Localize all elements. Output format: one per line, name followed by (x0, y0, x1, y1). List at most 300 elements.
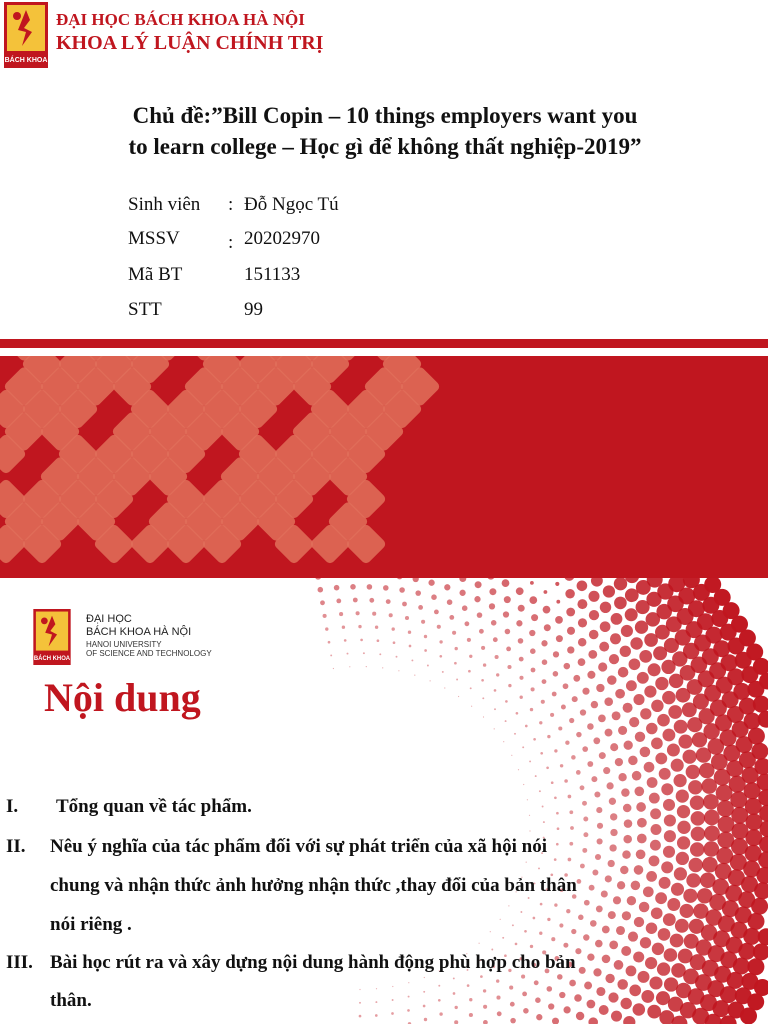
decorative-dot (590, 920, 597, 927)
decorative-dot (557, 827, 560, 830)
decorative-dot (650, 808, 661, 819)
decorative-dot (516, 620, 522, 626)
decorative-dot (635, 732, 645, 742)
decorative-dot (551, 937, 555, 941)
decorative-dot (559, 923, 563, 927)
decorative-dot (382, 667, 383, 668)
decorative-dot (334, 585, 340, 591)
decorative-dot (614, 597, 627, 610)
decorative-dot (359, 1002, 361, 1004)
decorative-dot (491, 620, 497, 626)
info-value: Đỗ Ngọc Tú (244, 194, 339, 215)
decorative-dot (595, 940, 603, 948)
decorative-dot (398, 670, 399, 671)
decorative-dot (483, 989, 486, 992)
info-value: 151133 (244, 264, 301, 285)
decorative-dot (454, 1020, 458, 1024)
decorative-dot (629, 985, 641, 997)
decorative-dot (588, 1017, 598, 1024)
decorative-dot (455, 1006, 458, 1009)
decorative-dot (663, 799, 675, 811)
decorative-dot (674, 774, 687, 787)
decorative-dot (615, 758, 623, 766)
decorative-dot (555, 616, 563, 624)
decorative-dot (636, 849, 646, 859)
decorative-dot (424, 977, 425, 978)
decorative-dot (577, 599, 587, 609)
decorative-dot (587, 723, 594, 730)
decorative-dot (618, 773, 626, 781)
decorative-dot (603, 767, 610, 774)
decorative-dot (578, 658, 586, 666)
decorative-dot (614, 578, 627, 590)
faculty-name: KHOA LÝ LUẬN CHÍNH TRỊ (56, 32, 324, 54)
decorative-dot (659, 768, 671, 780)
decorative-dot (325, 627, 328, 630)
decorative-dot (409, 645, 412, 648)
decorative-dot (438, 999, 441, 1002)
decorative-dot (621, 788, 629, 796)
decorative-dot (483, 716, 484, 717)
decorative-dot (559, 992, 565, 998)
item-line: chung và nhận thức ảnh hưởng nhận thức ,thay đổi của bản thân (50, 875, 577, 896)
decorative-dot (350, 584, 356, 590)
decorative-dot (623, 703, 633, 713)
uni-text-line-2: BÁCH KHOA HÀ NỘI (86, 626, 192, 638)
decorative-dot (622, 850, 631, 859)
decorative-dot (464, 621, 469, 626)
decorative-dot (591, 776, 597, 782)
decorative-dot (591, 578, 603, 587)
decorative-dot (525, 725, 528, 728)
decorative-dot (743, 928, 760, 945)
logo-caption: BÁCH KHOA (33, 655, 71, 662)
decorative-dot (519, 657, 524, 662)
decorative-dot (623, 835, 632, 844)
decorative-dot (444, 584, 450, 590)
decorative-dot (514, 733, 516, 735)
decorative-dot (356, 611, 360, 615)
decorative-dot (641, 990, 654, 1003)
decorative-dot (574, 994, 582, 1002)
decorative-dot (569, 810, 573, 814)
decorative-dot (571, 929, 576, 934)
decorative-dot (634, 917, 644, 927)
decorative-dot (530, 648, 536, 654)
decorative-dot (580, 864, 585, 869)
decorative-dot (375, 626, 378, 629)
decorative-dot (353, 598, 358, 603)
decorative-dot (579, 967, 586, 974)
uni-text-line-4: OF SCIENCE AND TECHNOLOGY (86, 649, 212, 658)
decorative-dot (576, 732, 581, 737)
decorative-dot (668, 705, 682, 719)
decorative-dot (634, 786, 644, 796)
decorative-dot (515, 943, 518, 946)
decorative-dot (670, 934, 684, 948)
decorative-dot (753, 943, 768, 960)
decorative-dot (487, 578, 495, 580)
decorative-dot (584, 900, 590, 906)
decorative-dot (396, 656, 398, 658)
university-name: ĐẠI HỌC BÁCH KHOA HÀ NỘI (56, 10, 305, 29)
bach-khoa-logo (4, 2, 48, 68)
content-slide (0, 578, 768, 1024)
decorative-dot (638, 971, 650, 983)
decorative-dot (438, 985, 440, 987)
decorative-dot (636, 802, 646, 812)
decorative-dot (439, 640, 442, 643)
decorative-dot (599, 752, 606, 759)
decorative-dot (315, 578, 321, 580)
decorative-dot (595, 854, 601, 860)
decorative-dot (424, 1018, 427, 1021)
decorative-dot (339, 612, 343, 616)
decorative-dot (609, 941, 618, 950)
decorative-dot (640, 747, 651, 758)
decorative-dot (521, 975, 525, 979)
decorative-dot (637, 672, 649, 684)
info-label: MSSV (128, 228, 180, 249)
decorative-dot (531, 614, 538, 621)
decorative-dot (584, 982, 592, 990)
decorative-dot (675, 919, 689, 933)
decorative-dot (704, 810, 720, 826)
decorative-dot (360, 639, 363, 642)
decorative-dot (528, 897, 530, 899)
decorative-dot (437, 625, 441, 629)
decorative-dot (631, 881, 641, 891)
decorative-dot (475, 581, 482, 588)
decorative-dot (375, 1014, 378, 1017)
decorative-dot (658, 928, 671, 941)
decorative-dot (598, 715, 606, 723)
decorative-dot (751, 743, 768, 760)
decorative-dot (629, 658, 641, 670)
decorative-dot (649, 855, 660, 866)
decorative-dot (664, 948, 678, 962)
decorative-dot (623, 804, 632, 813)
decorative-dot (686, 765, 700, 779)
decorative-dot (529, 815, 530, 816)
info-label: Sinh viên (128, 194, 201, 215)
item-number: I. (6, 796, 19, 817)
decorative-dot (604, 697, 613, 706)
decorative-dot (458, 696, 459, 697)
decorative-dot (430, 680, 431, 681)
decorative-dot (588, 591, 599, 602)
decorative-dot (489, 603, 495, 609)
decorative-dot (626, 965, 637, 976)
decorative-dot (583, 817, 588, 822)
decorative-dot (413, 578, 419, 582)
decorative-dot (392, 999, 394, 1001)
decorative-dot (502, 937, 504, 939)
decorative-dot (596, 684, 604, 692)
decorative-dot (508, 684, 511, 687)
decorative-dot (359, 1015, 362, 1018)
decorative-dot (411, 659, 413, 661)
decorative-dot (366, 666, 367, 667)
decorative-dot (577, 879, 582, 884)
decorative-dot (637, 818, 647, 828)
decorative-dot (512, 924, 514, 926)
decorative-dot (577, 580, 588, 591)
decorative-dot (496, 979, 499, 982)
diamond-pattern (0, 356, 768, 578)
decorative-dot (659, 877, 671, 889)
decorative-dot (483, 663, 486, 666)
decorative-dot (617, 881, 625, 889)
decorative-dot (662, 729, 675, 742)
decorative-dot (453, 977, 455, 979)
decorative-dot (523, 784, 524, 785)
decorative-dot (578, 618, 587, 627)
decorative-dot (608, 860, 615, 867)
decorative-dot (602, 955, 611, 964)
decorative-dot (676, 789, 689, 802)
decorative-dot (599, 1005, 609, 1015)
decorative-dot (434, 609, 439, 614)
decorative-dot (628, 932, 638, 942)
decorative-dot (655, 892, 667, 904)
decorative-dot (646, 871, 657, 882)
decorative-dot (667, 744, 680, 757)
decorative-dot (605, 729, 613, 737)
decorative-dot (530, 581, 534, 585)
decorative-dot (627, 896, 636, 905)
decorative-dot (645, 957, 657, 969)
decorative-dot (474, 596, 480, 602)
decorative-dot (596, 987, 605, 996)
decorative-dot (691, 811, 706, 826)
decorative-dot (554, 858, 557, 861)
decorative-dot (567, 627, 575, 635)
decorative-dot (640, 708, 651, 719)
decorative-dot (644, 762, 655, 773)
decorative-dot (519, 676, 523, 680)
decorative-dot (523, 1008, 529, 1014)
decorative-dot (530, 945, 533, 948)
decorative-dot (570, 826, 574, 830)
decorative-dot (502, 579, 510, 587)
topic-line-2: to learn college – Học gì để không thất nghiệp-2019” (128, 134, 642, 159)
decorative-dot (610, 743, 618, 751)
item-number: III. (6, 952, 33, 973)
decorative-dot (372, 612, 376, 616)
decorative-dot (383, 585, 389, 591)
decorative-dot (611, 1011, 622, 1022)
decorative-dot (507, 665, 511, 669)
decorative-dot (497, 1011, 502, 1016)
decorative-dot (553, 671, 559, 677)
decorative-dot (522, 746, 524, 748)
decorative-dot (624, 819, 633, 828)
decorative-dot (633, 951, 644, 962)
decorative-dot (396, 578, 402, 579)
decorative-dot (535, 775, 537, 777)
decorative-dot (648, 663, 661, 676)
uni-text-line-1: ĐẠI HỌC (86, 613, 132, 625)
decorative-dot (511, 755, 512, 756)
decorative-dot (539, 721, 542, 724)
decorative-dot (573, 675, 580, 682)
item-line: Tổng quan về tác phẩm. (56, 796, 252, 817)
decorative-dot (674, 720, 688, 734)
decorative-dot (602, 926, 610, 934)
decorative-dot (576, 770, 581, 775)
decorative-dot (651, 700, 663, 712)
decorative-dot (688, 780, 702, 794)
decorative-dot (454, 662, 457, 665)
decorative-dot (483, 1005, 487, 1009)
decorative-dot (614, 960, 624, 970)
decorative-dot (593, 737, 600, 744)
decorative-dot (431, 594, 437, 600)
decorative-dot (620, 646, 631, 657)
decorative-dot (564, 663, 571, 670)
decorative-dot (520, 911, 522, 913)
info-value: 99 (244, 299, 263, 320)
decorative-dot (439, 1012, 442, 1015)
decorative-dot (347, 653, 349, 655)
decorative-dot (336, 598, 341, 603)
decorative-dot (479, 943, 480, 944)
decorative-dot (655, 677, 668, 690)
decorative-dot (547, 986, 553, 992)
info-colon: : (228, 232, 234, 253)
decorative-dot (747, 958, 764, 975)
decorative-dot (607, 675, 616, 684)
decorative-dot (477, 612, 483, 618)
decorative-dot (567, 646, 574, 653)
decorative-dot (635, 621, 648, 634)
decorative-dot (508, 905, 509, 906)
decorative-dot (671, 759, 684, 772)
decorative-dot (541, 700, 545, 704)
decorative-dot (613, 896, 621, 904)
decorative-dot (424, 649, 427, 652)
decorative-dot (391, 1012, 394, 1015)
decorative-dot (565, 589, 575, 599)
decorative-dot (494, 708, 496, 710)
decorative-dot (542, 806, 544, 808)
decorative-dot (358, 625, 361, 628)
decorative-dot (592, 870, 598, 876)
decorative-dot (563, 943, 568, 948)
decorative-dot (493, 637, 498, 642)
decorative-dot (505, 720, 507, 722)
decorative-dot (500, 919, 501, 920)
decorative-dot (469, 655, 472, 658)
decorative-dot (748, 728, 765, 745)
decorative-dot (610, 829, 617, 836)
decorative-dot (540, 752, 543, 755)
decorative-dot (548, 1003, 554, 1009)
decorative-dot (547, 735, 550, 738)
decorative-dot (414, 675, 415, 676)
decorative-dot (727, 668, 744, 685)
decorative-dot (563, 1006, 570, 1013)
decorative-dot (605, 974, 614, 983)
decorative-dot (447, 599, 453, 605)
decorative-dot (531, 687, 535, 691)
decorative-dot (552, 1018, 559, 1024)
decorative-dot (621, 625, 633, 637)
decorative-dot (496, 673, 499, 676)
decorative-dot (626, 680, 637, 691)
decorative-dot (560, 764, 563, 767)
decorative-dot (541, 640, 547, 646)
decorative-dot (622, 911, 631, 920)
decorative-dot (600, 602, 611, 613)
decorative-dot (608, 911, 616, 919)
decorative-dot (482, 697, 484, 699)
decorative-dot (650, 840, 661, 851)
decorative-dot (546, 766, 549, 769)
info-value: 20202970 (244, 228, 320, 249)
decorative-dot (569, 718, 574, 723)
decorative-dot (533, 738, 536, 741)
decorative-dot (444, 687, 445, 688)
decorative-dot (495, 655, 499, 659)
decorative-dot (583, 934, 589, 940)
decorative-dot (557, 974, 563, 980)
decorative-dot (662, 691, 676, 705)
decorative-dot (615, 689, 625, 699)
decorative-dot (671, 883, 684, 896)
decorative-dot (758, 928, 768, 945)
decorative-dot (518, 769, 519, 770)
decorative-dot (564, 779, 568, 783)
decorative-dot (575, 948, 581, 954)
uni-text-line-3: HANOI UNIVERSITY (86, 640, 162, 649)
item-line: Nêu ý nghĩa của tác phẩm đối với sự phát triển của xã hội nói (50, 836, 547, 857)
decorative-dot (572, 696, 578, 702)
decorative-dot (605, 875, 612, 882)
decorative-dot (455, 647, 458, 650)
decorative-dot (618, 726, 627, 735)
decorative-dot (553, 651, 559, 657)
decorative-dot (503, 741, 504, 742)
decorative-dot (606, 782, 613, 789)
decorative-dot (323, 614, 327, 618)
decorative-dot (359, 989, 360, 990)
decorative-dot (647, 1005, 661, 1019)
decorative-dot (646, 922, 658, 934)
decorative-dot (620, 866, 628, 874)
decorative-dot (582, 801, 587, 806)
decorative-dot (375, 1001, 377, 1003)
decorative-dot (633, 694, 644, 705)
decorative-dot (640, 937, 651, 948)
decorative-dot (527, 799, 528, 800)
decorative-dot (578, 638, 586, 646)
item-line: thân. (50, 990, 92, 1011)
decorative-dot (597, 823, 603, 829)
decorative-dot (556, 600, 560, 604)
decorative-dot (621, 998, 632, 1009)
decorative-dot (516, 712, 519, 715)
decorative-dot (652, 943, 664, 955)
decorative-dot (554, 903, 557, 906)
decorative-dot (682, 750, 696, 764)
decorative-dot (505, 700, 508, 703)
decorative-dot (571, 755, 576, 760)
decorative-dot (661, 861, 673, 873)
decorative-dot (576, 1012, 584, 1020)
decorative-dot (506, 646, 511, 651)
